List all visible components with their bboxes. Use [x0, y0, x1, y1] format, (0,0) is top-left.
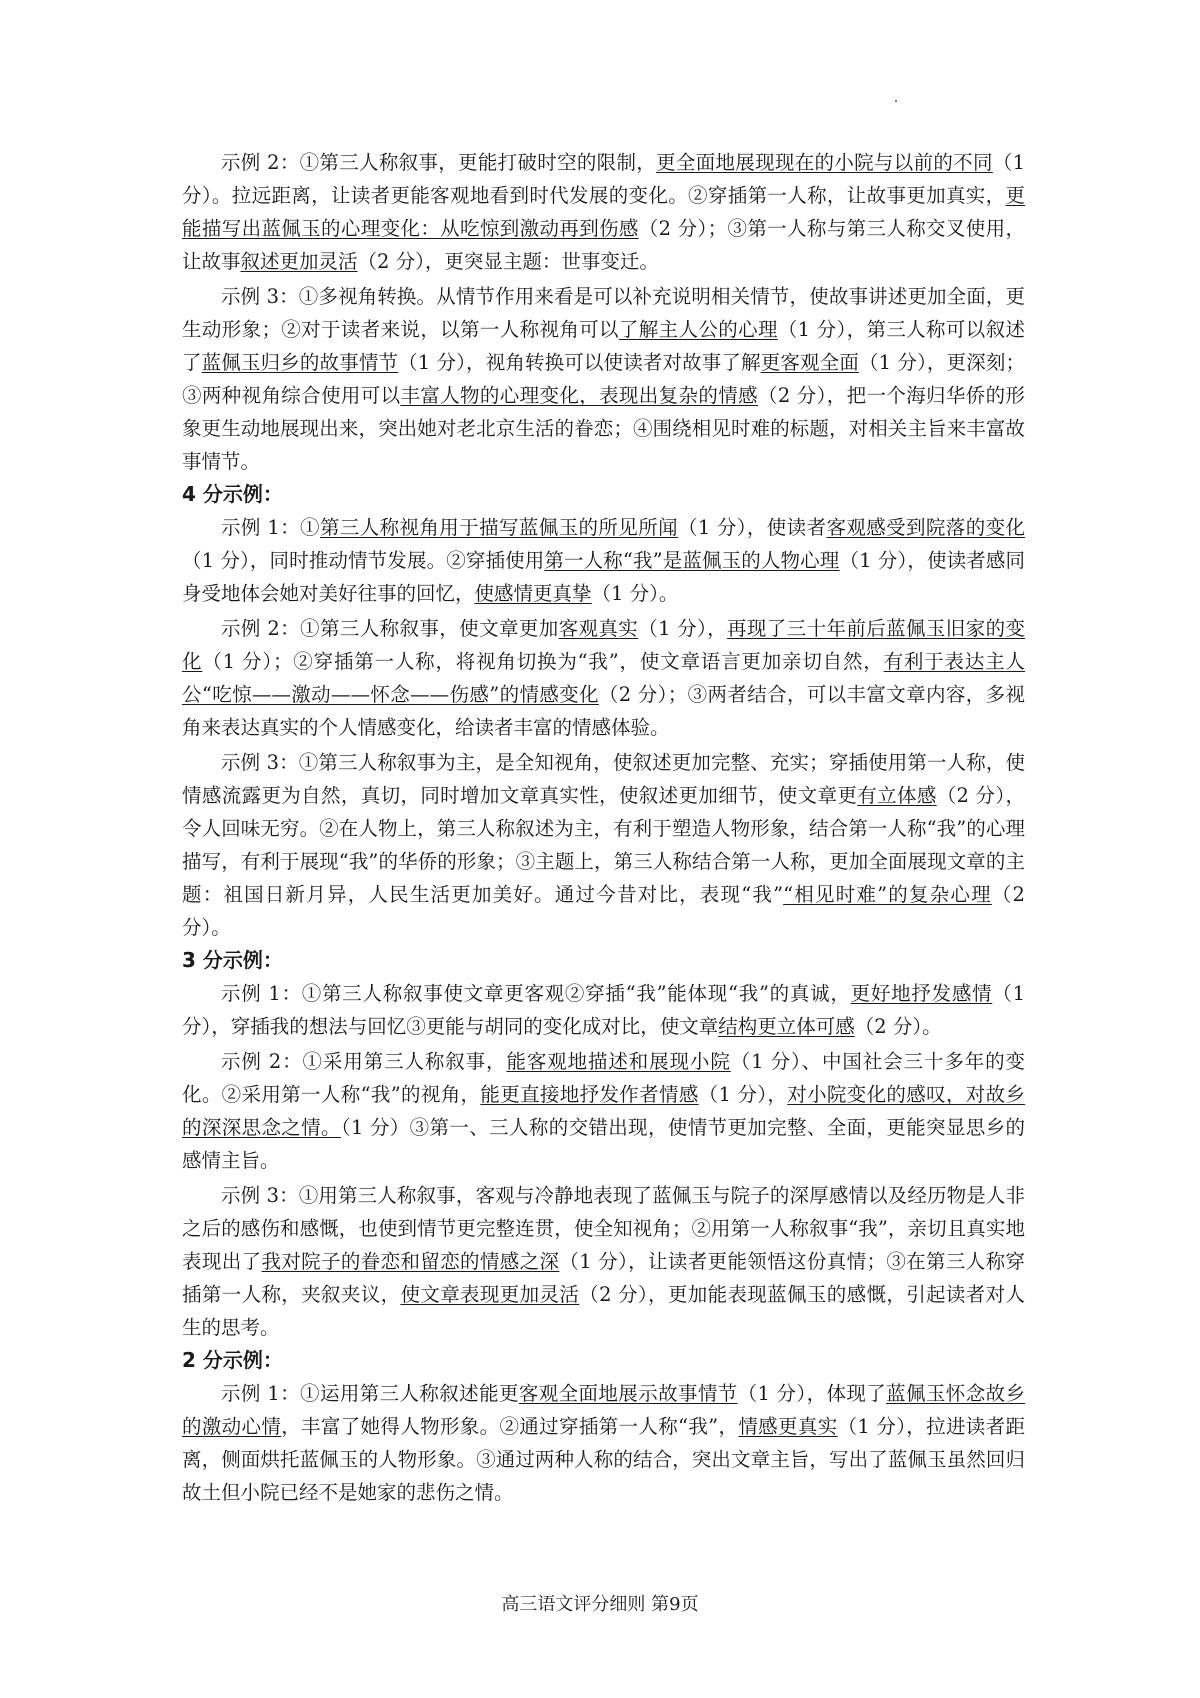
- text-run: （1 分），穿插我的想法与回忆③更能与胡同的变化成对比，使文章: [182, 982, 1025, 1038]
- text-run: （1 分），: [698, 1083, 788, 1106]
- text-run: 示例 2：①第三人称叙事，更能打破时空的限制，: [221, 151, 657, 174]
- text-run: （1 分）、中国社会三十多年的变化。②采用第一人称“我”的视角，: [182, 1050, 1026, 1106]
- text-run: ，丰富了她得人物形象。②通过穿插第一人称“我”，: [281, 1415, 739, 1438]
- example-paragraph: [182, 280, 1025, 478]
- underlined-scoring-point: 更能描写出蓝佩玉的心理变化：从吃惊到激动再到伤感: [182, 184, 1025, 240]
- score-level-heading: 2 分示例：: [182, 1348, 283, 1372]
- underlined-scoring-point: 蓝佩玉怀念故乡的激动心情: [182, 1382, 1025, 1438]
- score-level-heading: 3 分示例：: [182, 948, 283, 972]
- text-run: 示例 3：①第三人称叙事为主，是全知视角，使叙述更加完整、充实；穿插使用第一人称，使情感流露更为自然，真切，同时增加文章真实性，使叙述更加细节，使文章更: [182, 751, 1025, 807]
- underlined-scoring-point: 了解主人公的心理: [618, 318, 778, 341]
- document-body: [182, 146, 1025, 1509]
- text-run: （1 分），: [638, 617, 728, 640]
- underlined-scoring-point: 我对院子的眷恋和留恋的情感之深: [261, 1250, 560, 1273]
- text-run: （2 分），把一个海归华侨的形象更生动地展现出来，突出她对老北京生活的眷恋；④围绕相见时难的标题，对相关主旨来丰富故事情节。: [182, 384, 1025, 473]
- example-paragraph: [182, 977, 1025, 1043]
- underlined-scoring-point: 能客观地描述和展现小院: [506, 1050, 731, 1073]
- underlined-scoring-point: 使文章表现更加灵活: [400, 1283, 580, 1306]
- example-paragraph: [182, 1179, 1025, 1344]
- underlined-scoring-point: 蓝佩玉归乡的故事情节: [201, 351, 399, 374]
- example-paragraph: [182, 1045, 1025, 1177]
- text-run: 示例 1：①运用第三人称叙述能更: [221, 1382, 519, 1405]
- underlined-scoring-point: 叙述更加灵活: [240, 250, 358, 273]
- text-run: （1 分）；②穿插第一人称，将视角切换为“我”，使文章语言更加亲切自然，: [202, 650, 884, 673]
- text-run: （1 分），更深刻；③两种视角综合使用可以: [182, 351, 1025, 407]
- example-paragraph: [182, 746, 1025, 944]
- score-level-heading: 4 分示例：: [182, 482, 283, 506]
- text-run: （1 分），使读者: [677, 516, 827, 539]
- text-run: （1 分）。拉远距离，让读者更能客观地看到时代发展的变化。②穿插第一人称，让故事更加真实，: [182, 151, 1025, 207]
- underlined-scoring-point: 更好地抒发感情: [850, 982, 993, 1005]
- example-paragraph: [182, 511, 1025, 610]
- scan-speck: [895, 100, 897, 102]
- underlined-scoring-point: 客观感受到院落的变化: [826, 516, 1025, 539]
- underlined-scoring-point: 使感情更真挚: [474, 582, 592, 605]
- underlined-scoring-point: 能更直接地抒发作者情感: [480, 1083, 699, 1106]
- example-paragraph: [182, 1377, 1025, 1509]
- underlined-scoring-point: 结构更立体可感: [718, 1015, 855, 1038]
- text-run: （1 分）。: [591, 582, 679, 605]
- text-run: 示例 2：①第三人称叙事，使文章更加: [221, 617, 559, 640]
- underlined-scoring-point: 丰富人物的心理变化，表现出复杂的情感: [400, 384, 758, 407]
- text-run: 示例 1：①第三人称叙事使文章更客观②穿插“我”能体现“我”的真诚，: [221, 982, 851, 1005]
- underlined-scoring-point: 更全面地展现现在的小院与以前的不同: [656, 151, 993, 174]
- underlined-scoring-point: 第一人称“我”是蓝佩玉的人物心理: [544, 549, 840, 572]
- text-run: （1 分），第三人称可以叙述了: [182, 318, 1025, 374]
- underlined-scoring-point: 客观全面地展示故事情节: [518, 1382, 738, 1405]
- text-run: 示例 2：①采用第三人称叙事，: [221, 1050, 507, 1073]
- underlined-scoring-point: 有利于表达主人公“吃惊——激动——怀念——伤感”的情感变化: [182, 650, 1025, 706]
- underlined-scoring-point: “相见时难”的复杂心理: [783, 883, 992, 906]
- underlined-scoring-point: 有立体感: [857, 784, 937, 807]
- underlined-scoring-point: 客观真实: [558, 617, 639, 640]
- text-run: （2 分），更突显主题：世事变迁。: [357, 250, 659, 273]
- example-paragraph: [182, 146, 1025, 278]
- text-run: （1 分），使读者感同身受地体会她对美好往事的回忆，: [182, 549, 1025, 605]
- text-run: 示例 3：①多视角转换。从情节作用来看是可以补充说明相关情节，使故事讲述更加全面，更生动形象；②对于读者来说，以第一人称视角可以: [182, 285, 1025, 341]
- text-run: （2 分）。: [854, 1015, 942, 1038]
- text-run: （1 分），拉进读者距离，侧面烘托蓝佩玉的人物形象。③通过两种人称的结合，突出文章主旨，写出了蓝佩玉虽然回归故土但小院已经不是她家的悲伤之情。: [182, 1415, 1025, 1504]
- text-run: （2 分），更加能表现蓝佩玉的感慨，引起读者对人生的思考。: [182, 1283, 1025, 1339]
- underlined-scoring-point: 再现了三十年前后蓝佩玉旧家的变化: [182, 617, 1025, 673]
- underlined-scoring-point: 更客观全面: [760, 351, 859, 374]
- text-run: 示例 1：①: [221, 516, 320, 539]
- text-run: （1 分），体现了: [737, 1382, 887, 1405]
- text-run: （1 分），同时推动情节发展。②穿插使用: [182, 549, 545, 572]
- underlined-scoring-point: 第三人称视角用于描写蓝佩玉的所见所闻: [319, 516, 678, 539]
- text-run: （2 分）。: [182, 883, 1025, 939]
- text-run: （1 分）③第一、三人称的交错出现，使情节更加完整、全面，更能突显思乡的感情主旨。: [182, 1116, 1025, 1172]
- text-run: （1 分），让读者更能领悟这份真情；③在第三人称穿插第一人称，夹叙夹议，: [182, 1250, 1025, 1306]
- page-footer: 高三语文评分细则 第9页: [501, 1594, 699, 1615]
- text-run: （1 分），视角转换可以使读者对故事了解: [398, 351, 761, 374]
- text-run: （2 分），令人回味无穷。②在人物上，第三人称叙述为主，有利于塑造人物形象，结合第一人称“我”的心理描写，有利于展现“我”的华侨的形象；③主题上，第三人称结合第一人称，更加全面展现文章的主题：祖国日新月异，人民生活更加美好。通过今昔对比，表现“我”: [182, 784, 1025, 906]
- text-run: 示例 3：①用第三人称叙事，客观与冷静地表现了蓝佩玉与院子的深厚感情以及经历物是人非之后的感伤和感慨，也使到情节更完整连贯，使全知视角；②用第一人称叙事“我”，亲切且真实地表现出了: [182, 1184, 1025, 1273]
- example-paragraph: [182, 612, 1025, 744]
- text-run: （2 分）；③第一人称与第三人称交叉使用，让故事: [182, 217, 1025, 273]
- underlined-scoring-point: 对小院变化的感叹，对故乡的深深思念之情。: [182, 1083, 1025, 1139]
- underlined-scoring-point: 情感更真实: [738, 1415, 838, 1438]
- text-run: （2 分）；③两者结合，可以丰富文章内容，多视角来表达真实的个人情感变化，给读者丰富的情感体验。: [182, 683, 1025, 739]
